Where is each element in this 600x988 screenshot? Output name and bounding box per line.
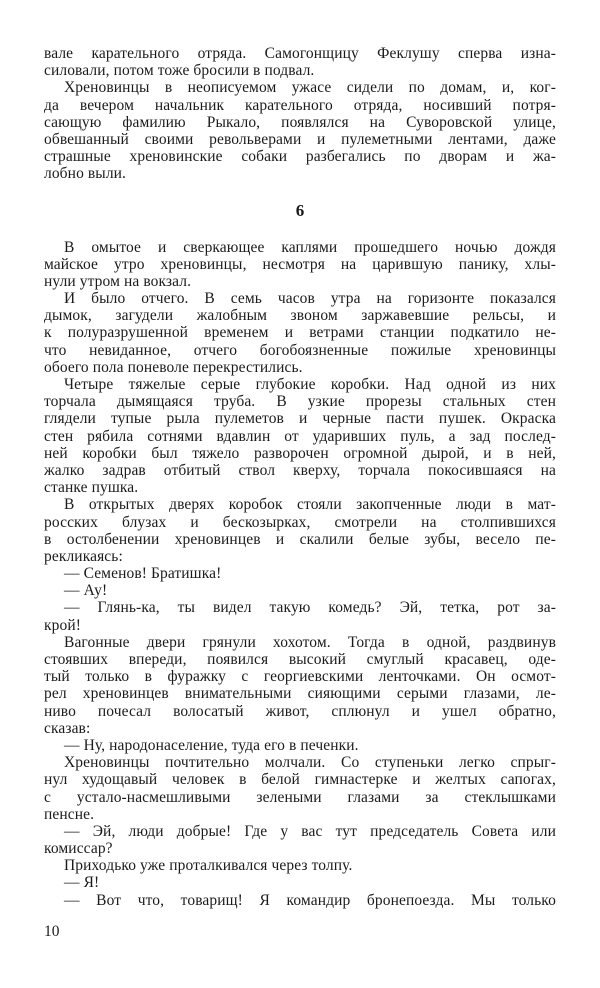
text-line: Вагонные двери грянули хохотом. Тогда в одной, раздвинув: [64, 633, 556, 651]
text-line: торчала дымящаяся труба. В узкие прорезы стальных стен: [44, 393, 556, 411]
text-line: майское утро хреновинцы, несмотря на царившую панику, хлы-: [44, 255, 556, 273]
text-line: рел хреновинцев внимательными сияющими серыми глазами, ле-: [44, 685, 556, 703]
text-line: ней коробки был тяжело разворочен огромной дырой, и в ней,: [44, 444, 556, 462]
text-line: стоявших впереди, появился высокий смуглый красавец, оде-: [44, 651, 556, 668]
text-line: стен рябила сотнями вдавлин от ударивших пуль, а зад послед-: [44, 427, 556, 445]
text-line: лобно выли.: [44, 165, 127, 183]
text-block-top: [44, 45, 556, 183]
text-line: нул худощавый человек в белой гимнастерке и желтых сапогах,: [44, 771, 556, 789]
text-line: обвешанный своими револьверами и пулеметными лентами, даже: [44, 130, 556, 148]
text-line: ниво почесал волосатый живот, сплюнул и ушел обратно,: [44, 702, 556, 720]
text-line: — Глянь-ка, ты видел такую комедь? Эй, тетка, рот за-: [64, 599, 556, 617]
text-line: — Ну, народонаселение, туда его в печенки.: [64, 736, 359, 754]
text-line: обоего пола поневоле перекрестились.: [44, 358, 303, 376]
text-line: рекликаясь:: [44, 547, 123, 565]
text-line: пенсне.: [44, 805, 95, 823]
text-line: к полуразрушенной временем и ветрами станции подкатило не-: [44, 324, 556, 342]
page-number: 10: [44, 922, 60, 940]
text-line: Хреновинцы почтительно молчали. Со ступеньки легко спрыг-: [64, 754, 556, 772]
text-line: Хреновинцы в неописуемом ужасе сидели по домам, и, ког-: [64, 79, 556, 97]
text-line: — Семенов! Братишка!: [64, 565, 222, 583]
text-line: — Я!: [64, 874, 100, 892]
text-line: крой!: [44, 616, 81, 634]
text-line: комиссар?: [44, 840, 113, 858]
text-line: что невиданное, отчего богобоязненные пожилые хреновинцы: [44, 341, 556, 359]
text-line: нули утром на вокзал.: [44, 272, 192, 290]
text-line: в остолбенении хреновинцев и скалили белые зубы, весело пе-: [44, 530, 556, 548]
text-line: сающую фамилию Рыкало, появлялся на Суворовской улице,: [44, 113, 556, 131]
chapter-number-heading: 6: [295, 200, 305, 220]
text-line: В омытое и сверкающее каплями прошедшего ночью дождя: [64, 238, 556, 256]
text-line: Четыре тяжелые серые глубокие коробки. Над одной из них: [64, 376, 556, 393]
text-line: дымок, загудели жалобным звоном заржавевшие рельсы, и: [44, 307, 556, 325]
text-line: страшные хреновинские собаки разбегались по дворам и жа-: [44, 148, 556, 166]
text-line: — Вот что, товарищ! Я командир бронепоезда. Мы только: [64, 891, 556, 909]
text-line: — Ау!: [64, 582, 108, 600]
text-line: силовали, потом тоже бросили в подвал.: [44, 62, 315, 80]
text-line: росских блузах и бескозырках, смотрели на столпившихся: [44, 513, 556, 531]
text-line: жалко задрав отбитый ствол кверху, торчала покосившаяся на: [44, 461, 556, 479]
text-line: сказав:: [44, 719, 91, 737]
text-block-main: [44, 239, 556, 909]
text-line: станке пушка.: [44, 479, 139, 497]
text-line: да вечером начальник карательного отряда, носивший потря-: [44, 96, 556, 114]
text-line: И было отчего. В семь часов утра на горизонте показался: [64, 290, 556, 308]
text-line: глядели тупые рыла пулеметов и черные пасти пушек. Окраска: [44, 410, 556, 428]
text-line: с устало-насмешливыми зелеными глазами за стеклышками: [44, 788, 556, 806]
text-line: Приходько уже проталкивался через толпу.: [64, 857, 353, 875]
text-line: В открытых дверях коробок стояли закопченные люди в мат-: [64, 496, 556, 514]
text-line: вале карательного отряда. Самогонщицу Феклушу сперва изна-: [44, 45, 556, 62]
text-line: тый только в фуражку с георгиевскими ленточками. Он осмот-: [44, 668, 556, 686]
text-line: — Эй, люди добрые! Где у вас тут председатель Совета или: [64, 822, 556, 840]
